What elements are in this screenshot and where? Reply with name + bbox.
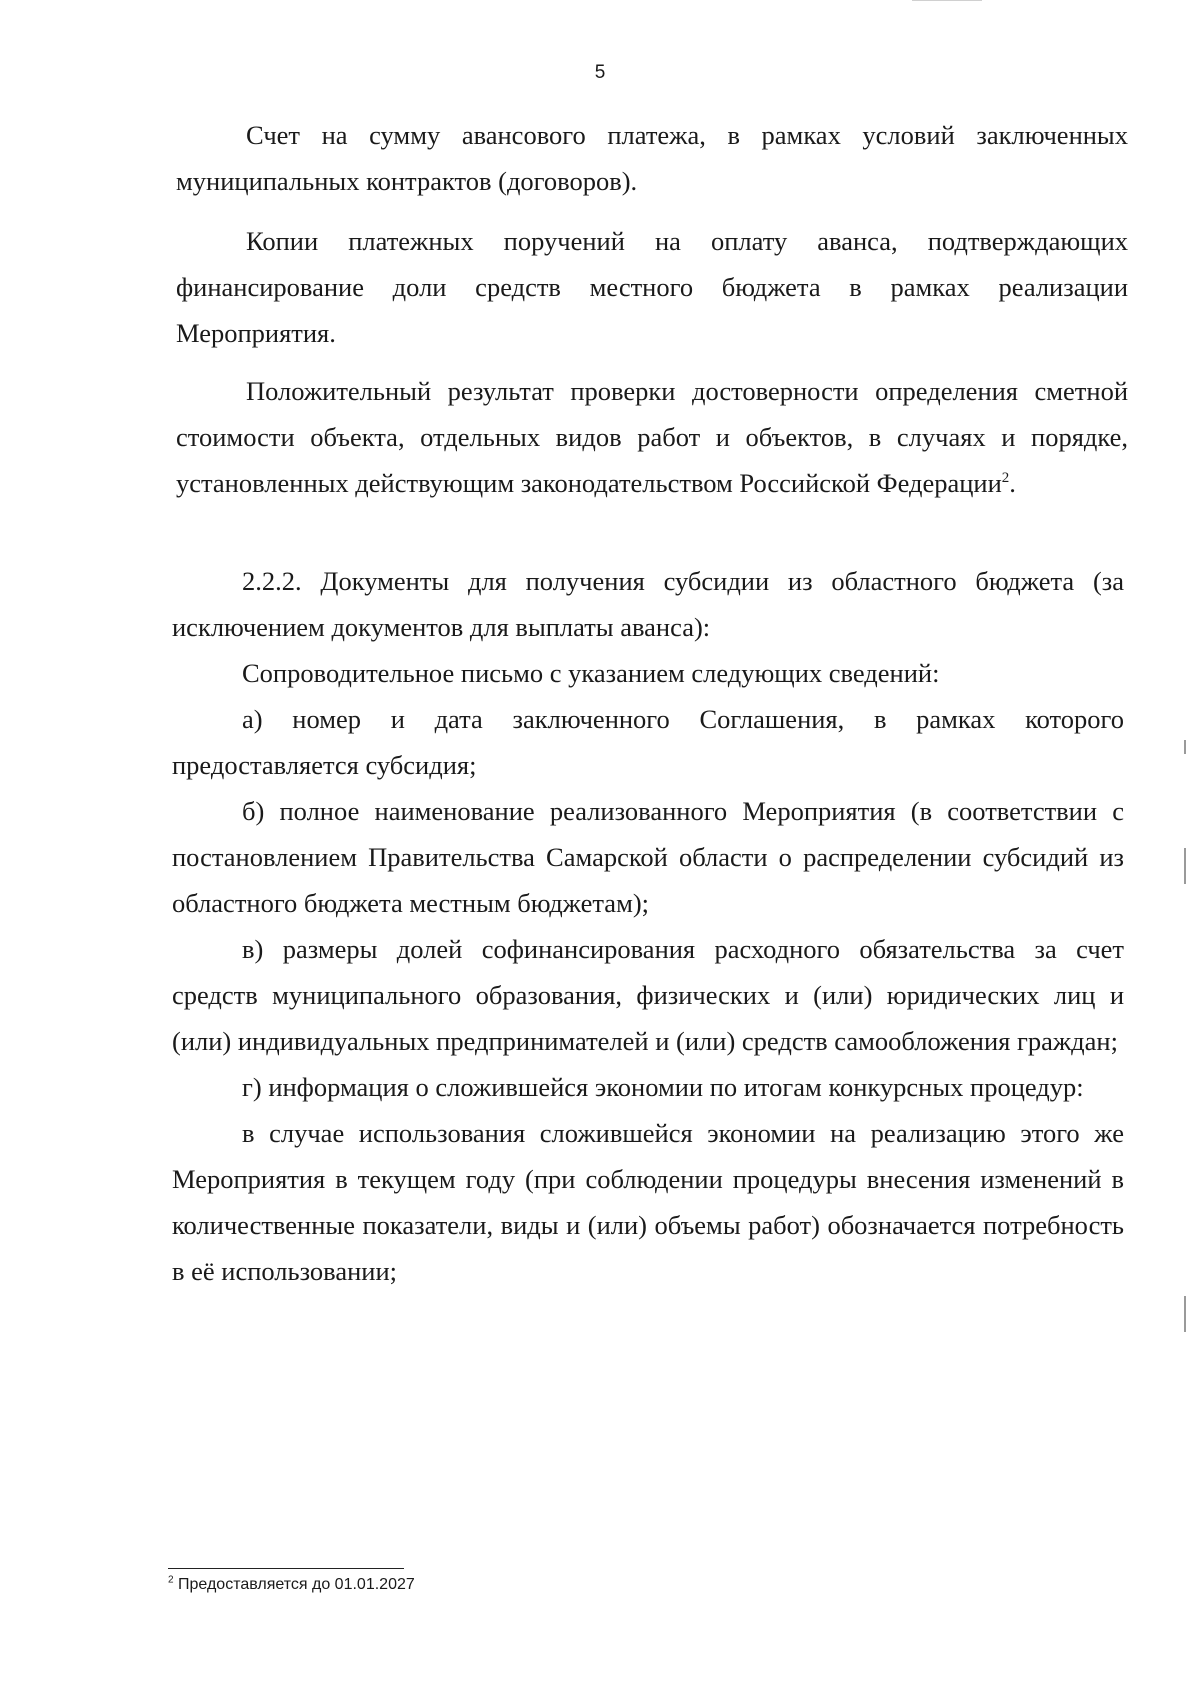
page-number: 5 <box>594 62 606 83</box>
footnote-reference: 2 <box>1001 470 1010 487</box>
paragraph-savings: в случае использования сложившейся экономии на реализацию этого же Мероприятия в текущем году (при соблюдении процедуры внесения изменений в количественные показатели, виды и (или) объемы работ) обозначается потребность в её использовании; <box>172 1118 1124 1286</box>
paragraph-block-2 <box>172 558 1124 1294</box>
list-item-v: в) размеры долей софинансирования расходного обязательства за счет средств муниципального образования, физических и (или) юридических лиц и (или) индивидуальных предпринимателей и (или) средств самообложения граждан; <box>172 934 1124 1056</box>
footnote-number: 2 <box>168 1574 174 1586</box>
paragraph-invoice: Счет на сумму авансового платежа, в рамках условий заключенных муниципальных контрактов (договоров). <box>176 120 1128 196</box>
scan-artifact <box>912 0 982 4</box>
scan-artifact-margin <box>1184 1296 1186 1332</box>
paragraph-verification-text: Положительный результат проверки достоверности определения сметной стоимости объекта, отдельных видов работ и объектов, в случаях и порядке, установленных действующим законодательством Российской Федерации <box>176 376 1128 498</box>
scan-artifact-margin <box>1184 740 1186 754</box>
paragraph-cover-letter: Сопроводительное письмо с указанием следующих сведений: <box>242 658 940 688</box>
paragraph-block-1 <box>176 112 1128 506</box>
footnote-separator <box>168 1568 404 1569</box>
list-item-g: г) информация о сложившейся экономии по итогам конкурсных процедур: <box>242 1072 1084 1102</box>
list-item-b: б) полное наименование реализованного Мероприятия (в соответствии с постановлением Правительства Самарской области о распределении субсидий из областного бюджета местным бюджетам); <box>172 796 1124 918</box>
paragraph-section-heading: 2.2.2. Документы для получения субсидии из областного бюджета (за исключением документов для выплаты аванса): <box>172 566 1124 642</box>
paragraph-payment-orders: Копии платежных поручений на оплату аванса, подтверждающих финансирование доли средств местного бюджета в рамках реализации Мероприятия. <box>176 226 1128 348</box>
paragraph-verification-end: . <box>1009 468 1016 498</box>
paragraph-verification <box>176 368 1128 506</box>
list-item-a: а) номер и дата заключенного Соглашения, в рамках которого предоставляется субсидия; <box>172 704 1124 780</box>
scan-artifact-margin <box>1184 848 1186 884</box>
footnote <box>168 1576 415 1594</box>
footnote-text: Предоставляется до 01.01.2027 <box>178 1576 415 1593</box>
